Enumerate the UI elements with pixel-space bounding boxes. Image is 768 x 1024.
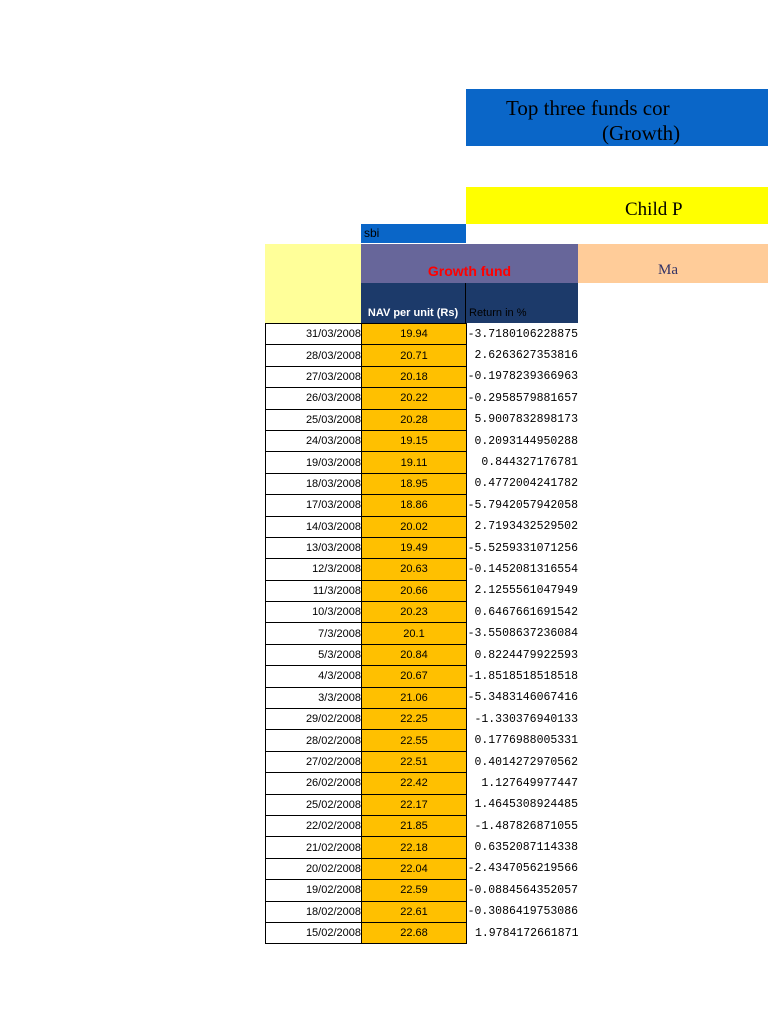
nav-data-table (265, 323, 579, 944)
date-column-header[interactable]: Date (301, 307, 325, 319)
table-row (266, 602, 579, 623)
date-cell[interactable]: 29/02/2008 (266, 709, 362, 730)
return-cell[interactable]: 0.844327176781 (481, 456, 578, 470)
date-cell[interactable]: 18/02/2008 (266, 901, 362, 922)
title-line-2: (Growth) (602, 121, 681, 145)
nav-cell[interactable]: 19.15 (362, 430, 467, 451)
table-row (266, 452, 579, 473)
table-row (266, 644, 579, 665)
return-cell[interactable]: -3.7180106228875 (467, 327, 578, 341)
return-cell[interactable]: -0.1978239366963 (467, 370, 578, 384)
return-cell[interactable]: -1.8518518518518 (467, 669, 578, 683)
nav-cell[interactable]: 21.85 (362, 815, 467, 836)
return-cell[interactable]: 0.6352087114338 (474, 841, 578, 855)
growth-fund-header[interactable]: Growth fund (361, 244, 578, 283)
return-cell[interactable]: -2.4347056219566 (467, 862, 578, 876)
return-cell[interactable]: 0.2093144950288 (474, 434, 578, 448)
return-cell[interactable]: -5.5259331071256 (467, 541, 578, 555)
nav-cell[interactable]: 18.95 (362, 473, 467, 494)
date-cell[interactable]: 13/03/2008 (266, 537, 362, 558)
nav-cell[interactable]: 22.59 (362, 880, 467, 901)
date-cell[interactable]: 21/02/2008 (266, 837, 362, 858)
date-cell[interactable]: 10/3/2008 (266, 602, 362, 623)
return-cell[interactable]: -0.1452081316554 (467, 562, 578, 576)
return-cell[interactable]: 2.6263627353816 (474, 349, 578, 363)
nav-cell[interactable]: 19.94 (362, 324, 467, 345)
date-cell[interactable]: 4/3/2008 (266, 666, 362, 687)
date-cell[interactable]: 19/02/2008 (266, 880, 362, 901)
date-cell[interactable]: 26/02/2008 (266, 773, 362, 794)
date-cell[interactable]: 25/02/2008 (266, 794, 362, 815)
nav-cell[interactable]: 22.17 (362, 794, 467, 815)
table-row (266, 324, 579, 345)
date-cell[interactable]: 19/03/2008 (266, 452, 362, 473)
nav-cell[interactable]: 22.68 (362, 922, 467, 943)
category-banner (466, 187, 768, 224)
date-cell[interactable]: 17/03/2008 (266, 495, 362, 516)
date-cell[interactable]: 26/03/2008 (266, 388, 362, 409)
table-row (266, 858, 579, 879)
nav-cell[interactable]: 20.22 (362, 388, 467, 409)
date-cell[interactable]: 18/03/2008 (266, 473, 362, 494)
nav-cell[interactable]: 22.61 (362, 901, 467, 922)
nav-column-header[interactable]: NAV per unit (Rs) (361, 283, 466, 323)
return-cell[interactable]: 0.8224479922593 (474, 648, 578, 662)
title-line-1: Top three funds cor (506, 96, 670, 120)
table-row (266, 687, 579, 708)
fund-name-cell[interactable]: sbi (361, 224, 466, 243)
second-fund-label: Ma (658, 262, 678, 278)
return-column-header[interactable]: Return in % (466, 283, 578, 323)
table-row (266, 880, 579, 901)
return-cell[interactable]: 1.9784172661871 (474, 926, 579, 940)
date-cell[interactable]: 15/02/2008 (266, 922, 362, 943)
return-cell[interactable]: 0.4014272970562 (474, 755, 578, 769)
nav-cell[interactable]: 20.84 (362, 644, 467, 665)
table-row (266, 751, 579, 772)
date-cell[interactable]: 3/3/2008 (266, 687, 362, 708)
nav-cell[interactable]: 20.67 (362, 666, 467, 687)
date-cell[interactable]: 31/03/2008 (266, 324, 362, 345)
table-row (266, 901, 579, 922)
nav-cell[interactable]: 22.42 (362, 773, 467, 794)
nav-cell[interactable]: 20.18 (362, 366, 467, 387)
table-row (266, 537, 579, 558)
date-cell[interactable]: 27/02/2008 (266, 751, 362, 772)
nav-cell[interactable]: 22.25 (362, 709, 467, 730)
return-cell[interactable]: -0.2958579881657 (467, 391, 578, 405)
second-fund-header[interactable] (578, 244, 768, 283)
nav-cell[interactable]: 20.23 (362, 602, 467, 623)
table-row (266, 516, 579, 537)
table-row (266, 837, 579, 858)
date-cell[interactable]: 22/02/2008 (266, 815, 362, 836)
return-cell[interactable]: 1.127649977447 (481, 776, 578, 790)
table-row (266, 815, 579, 836)
nav-cell[interactable]: 20.71 (362, 345, 467, 366)
nav-cell[interactable]: 20.1 (362, 623, 467, 644)
nav-cell[interactable]: 20.66 (362, 580, 467, 601)
nav-cell[interactable]: 20.02 (362, 516, 467, 537)
table-row (266, 922, 579, 943)
date-cell[interactable]: 7/3/2008 (266, 623, 362, 644)
table-row (266, 388, 579, 409)
date-cell[interactable]: 5/3/2008 (266, 644, 362, 665)
date-cell[interactable]: 11/3/2008 (266, 580, 362, 601)
table-row (266, 366, 579, 387)
date-cell[interactable]: 12/3/2008 (266, 559, 362, 580)
return-cell[interactable]: 0.4772004241782 (474, 477, 578, 491)
date-cell[interactable]: 14/03/2008 (266, 516, 362, 537)
return-cell[interactable]: -0.0884564352057 (467, 883, 578, 897)
return-cell[interactable]: 2.7193432529502 (474, 520, 578, 534)
table-row (266, 709, 579, 730)
nav-cell[interactable]: 22.55 (362, 730, 467, 751)
nav-cell[interactable]: 21.06 (362, 687, 467, 708)
nav-cell[interactable]: 22.18 (362, 837, 467, 858)
table-row (266, 730, 579, 751)
return-cell[interactable]: -0.3086419753086 (467, 905, 578, 919)
category-label: Child P (625, 199, 683, 220)
date-cell[interactable]: 28/02/2008 (266, 730, 362, 751)
nav-cell[interactable]: 20.63 (362, 559, 467, 580)
date-cell[interactable]: 25/03/2008 (266, 409, 362, 430)
return-cell[interactable]: -3.5508637236084 (467, 627, 578, 641)
return-cell[interactable]: -5.3483146067416 (467, 691, 578, 705)
date-cell[interactable]: 20/02/2008 (266, 858, 362, 879)
table-row (266, 430, 579, 451)
nav-cell[interactable]: 19.11 (362, 452, 467, 473)
date-cell[interactable]: 24/03/2008 (266, 430, 362, 451)
return-cell[interactable]: -1.330376940133 (474, 712, 578, 726)
return-cell[interactable]: 0.1776988005331 (474, 734, 578, 748)
table-row (266, 794, 579, 815)
nav-cell[interactable]: 18.86 (362, 495, 467, 516)
nav-cell[interactable]: 20.28 (362, 409, 467, 430)
return-cell[interactable]: 1.4645308924485 (474, 798, 578, 812)
table-row (266, 623, 579, 644)
return-cell[interactable]: 0.6467661691542 (474, 605, 578, 619)
nav-cell[interactable]: 22.51 (362, 751, 467, 772)
nav-cell[interactable]: 19.49 (362, 537, 467, 558)
table-row (266, 773, 579, 794)
table-row (266, 559, 579, 580)
table-row (266, 580, 579, 601)
return-cell[interactable]: 5.9007832898173 (474, 413, 578, 427)
table-row (266, 495, 579, 516)
date-cell[interactable]: 28/03/2008 (266, 345, 362, 366)
return-cell[interactable]: -5.7942057942058 (467, 498, 578, 512)
table-row (266, 409, 579, 430)
return-cell[interactable]: 2.1255561047949 (474, 584, 578, 598)
table-row (266, 345, 579, 366)
nav-cell[interactable]: 22.04 (362, 858, 467, 879)
title-banner (466, 89, 768, 146)
date-cell[interactable]: 27/03/2008 (266, 366, 362, 387)
return-cell[interactable]: -1.487826871055 (474, 819, 578, 833)
table-row (266, 473, 579, 494)
table-row (266, 666, 579, 687)
